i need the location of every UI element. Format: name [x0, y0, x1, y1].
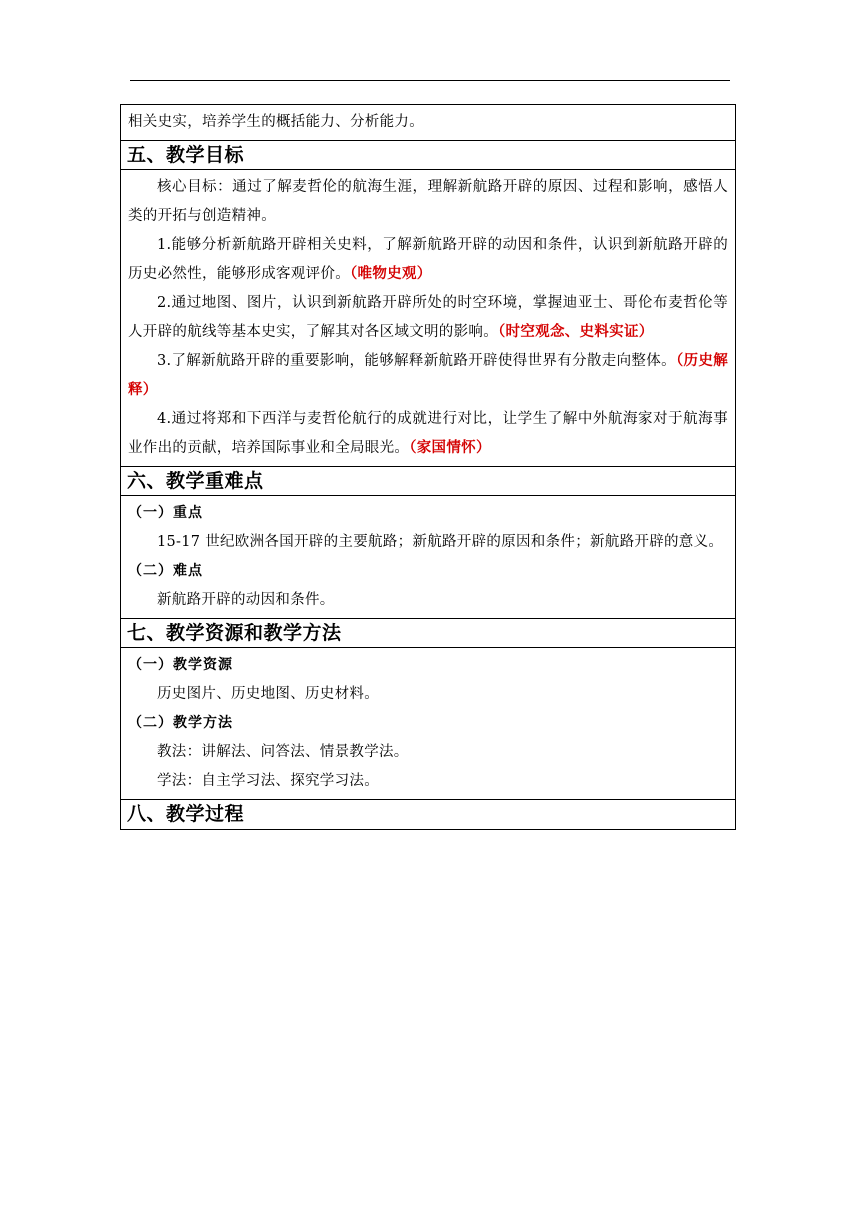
goals-heading: 五、教学目标 [121, 141, 735, 170]
focus-label: （一）重点 [128, 505, 203, 521]
resources-body [121, 648, 735, 800]
intro-cell [121, 105, 735, 141]
keypoints-heading: 六、教学重难点 [121, 467, 735, 496]
resources-text: 历史图片、历史地图、历史材料。 [157, 686, 379, 702]
goal-item-text: 3.了解新航路开辟的重要影响，能够解释新航路开辟使得世界有分散走向整体。 [157, 353, 676, 369]
goal-item-text: 2.通过地图、图片，认识到新航路开辟所处的时空环境，掌握迪亚士、哥伦布麦哲伦等人开辟的航线等基本史实，了解其对各区域文明的影响。 [128, 295, 728, 340]
resources-heading: 七、教学资源和教学方法 [121, 619, 735, 648]
goal-item [128, 289, 728, 347]
lesson-plan-table [120, 104, 736, 830]
header-rule [130, 80, 730, 81]
goal-item [128, 231, 728, 289]
difficulty-text: 新航路开辟的动因和条件。 [157, 592, 335, 608]
learning-method: 学法：自主学习法、探究学习法。 [157, 773, 379, 789]
resources-label: （一）教学资源 [128, 657, 233, 673]
process-heading: 八、教学过程 [127, 803, 245, 825]
core-goal: 核心目标：通过了解麦哲伦的航海生涯，理解新航路开辟的原因、过程和影响，感悟人类的开拓与创造精神。 [128, 179, 728, 224]
literacy-tag: （时空观念、史料实证） [498, 324, 654, 340]
literacy-tag: （唯物史观） [350, 266, 432, 282]
keypoints-body [121, 496, 735, 619]
goal-item [128, 405, 728, 463]
literacy-tag: （历史解释） [128, 353, 728, 398]
methods-label: （二）教学方法 [128, 715, 233, 731]
teaching-method: 教法：讲解法、问答法、情景教学法。 [157, 744, 409, 760]
intro-text: 相关史实，培养学生的概括能力、分析能力。 [128, 114, 424, 130]
goal-item-text: 4.通过将郑和下西洋与麦哲伦航行的成就进行对比，让学生了解中外航海家对于航海事业作出的贡献，培养国际事业和全局眼光。 [128, 411, 728, 456]
goals-body [121, 170, 735, 467]
literacy-tag: （家国情怀） [409, 440, 491, 456]
focus-text: 15-17 世纪欧洲各国开辟的主要航路；新航路开辟的原因和条件；新航路开辟的意义。 [157, 534, 724, 550]
goal-item [128, 347, 728, 405]
difficulty-label: （二）难点 [128, 563, 203, 579]
goal-item-text: 1.能够分析新航路开辟相关史料，了解新航路开辟的动因和条件，认识到新航路开辟的历史必然性，能够形成客观评价。 [128, 237, 728, 282]
